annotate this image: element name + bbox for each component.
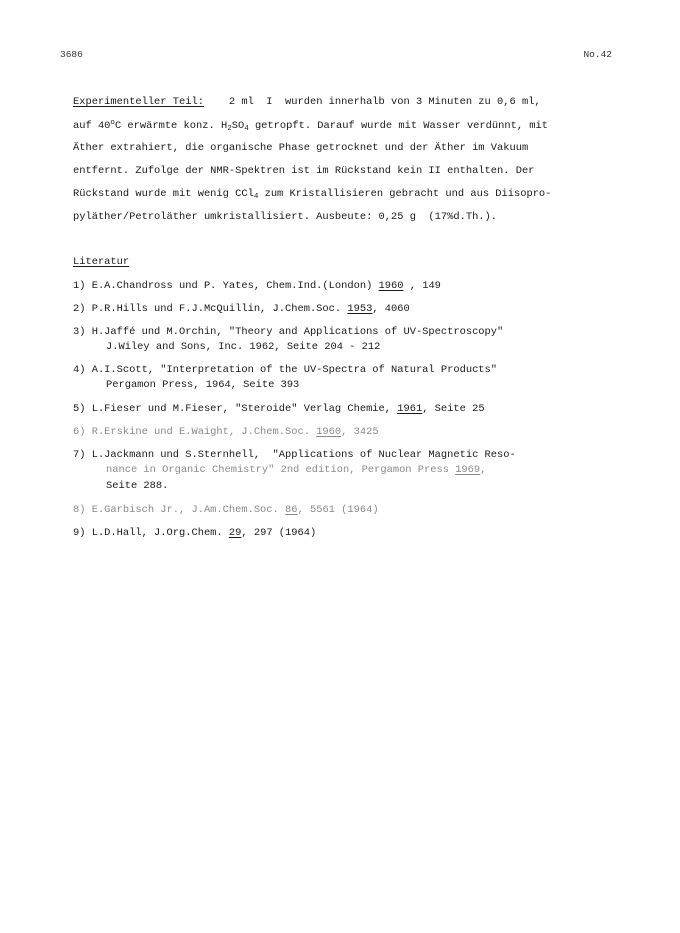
experimental-line-2: auf 40$^o$C erwärmte konz. $H_2SO_4$ getropft. Darauf wurde mit Wasser verdünnt, mit xyxy=(73,119,549,133)
reference-1: 1) E.A.Chandross und P. Yates, Chem.Ind.(London) 1960 , 149 xyxy=(73,280,441,292)
reference-2: 2) P.R.Hills und F.J.McQuillin, J.Chem.Soc. 1953, 4060 xyxy=(73,303,410,315)
experimental-line-3: Äther extrahiert, die organische Phase getrocknet und der Äther im Vakuum xyxy=(73,142,529,154)
reference-9: 9) L.D.Hall, J.Org.Chem. 29, 297 (1964) xyxy=(73,527,317,539)
reference-4-continuation: Pergamon Press, 1964, Seite 393 xyxy=(106,379,300,391)
reference-5: 5) L.Fieser und M.Fieser, "Steroide" Verlag Chemie, 1961, Seite 25 xyxy=(73,403,485,415)
reference-3-continuation: J.Wiley and Sons, Inc. 1962, Seite 204 - 212 xyxy=(106,341,381,353)
experimental-label: Experimenteller Teil: xyxy=(73,96,204,108)
literature-heading: Literatur xyxy=(73,256,130,268)
page-number-left: 3686 xyxy=(60,49,83,60)
experimental-line-1: Experimenteller Teil: 2 ml I wurden innerhalb von 3 Minuten zu 0,6 ml, xyxy=(73,96,541,108)
reference-4: 4) A.I.Scott, "Interpretation of the UV-Spectra of Natural Products" Pergamon Press, 1964, Seite 393 xyxy=(73,364,498,391)
experimental-line-4: entfernt. Zufolge der NMR-Spektren ist im Rückstand kein II enthalten. Der xyxy=(73,165,535,177)
experimental-line-6: pyläther/Petroläther umkristallisiert. Ausbeute: 0,25 g (17%d.Th.). xyxy=(73,211,498,223)
page-number-right: No.42 xyxy=(583,49,612,60)
reference-3: 3) H.Jaffé und M.Orchin, "Theory and Applications of UV-Spectroscopy" J.Wiley and Sons, Inc. 1962, Seite 204 - 212 xyxy=(73,326,504,353)
reference-7-continuation: nance in Organic Chemistry" 2nd edition, Pergamon Press 1969, xyxy=(106,464,487,476)
reference-7-continuation-2: Seite 288. xyxy=(106,480,169,492)
reference-6: 6) R.Erskine und E.Waight, J.Chem.Soc. 1960, 3425 xyxy=(73,426,379,438)
reference-7: 7) L.Jackmann und S.Sternhell, "Applications of Nuclear Magnetic Reso- nance in Organic Chemistry" 2nd edition, Pergamon Press 1969, Seite 288. xyxy=(73,449,516,492)
reference-8: 8) E.Garbisch Jr., J.Am.Chem.Soc. 86, 5561 (1964) xyxy=(73,504,379,516)
experimental-line-5: Rückstand wurde mit wenig CCl$_4$ zum Kristallisieren gebracht und aus Diisopro- xyxy=(73,188,552,201)
